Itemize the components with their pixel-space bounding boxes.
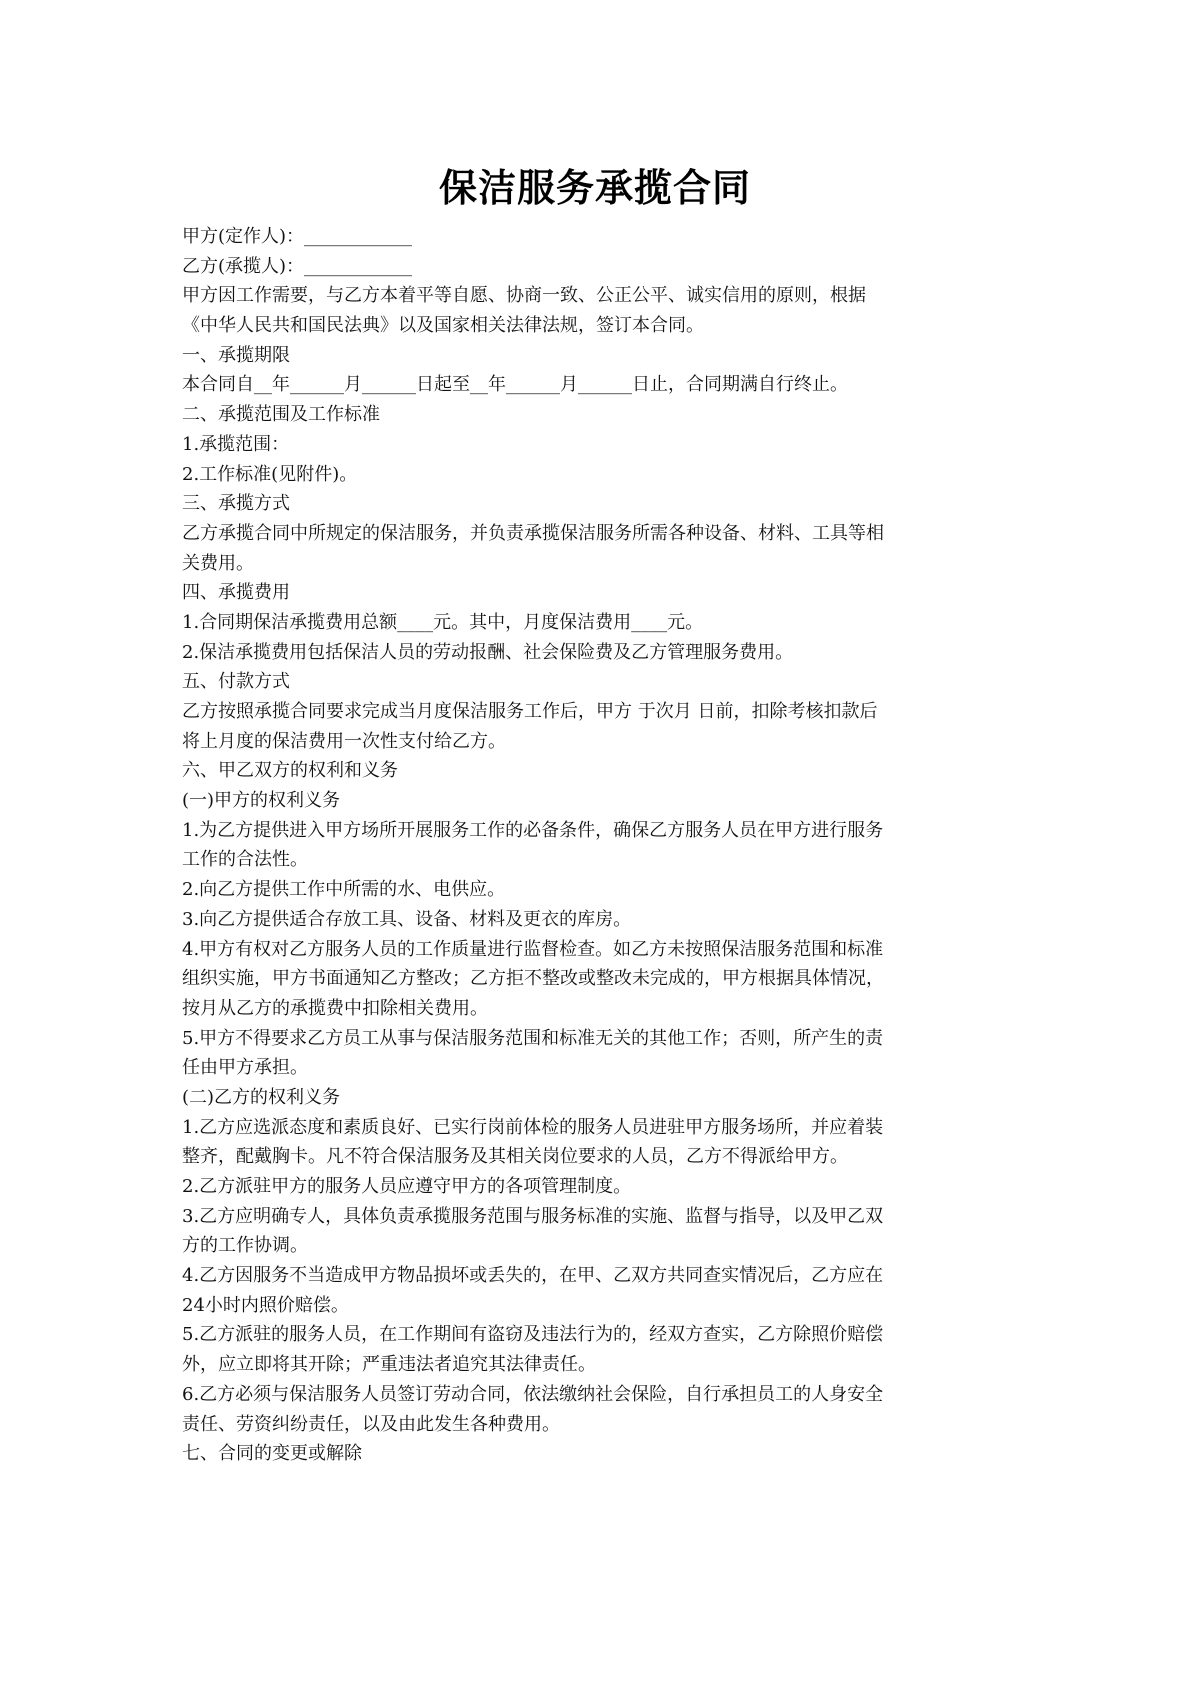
clause-line: 3.乙方应明确专人，具体负责承揽服务范围与服务标准的实施、监督与指导，以及甲乙双 <box>182 1205 884 1227</box>
clause-line: 1.合同期保洁承揽费用总额____元。其中，月度保洁费用____元。 <box>182 611 704 633</box>
clause-line: 工作的合法性。 <box>182 849 308 871</box>
clause-line: 责任、劳资纠纷责任，以及由此发生各种费用。 <box>182 1413 560 1435</box>
preamble-line: 甲方因工作需要，与乙方本着平等自愿、协商一致、公正公平、诚实信用的原则，根据 <box>182 285 866 307</box>
clause-line: 1.承揽范围： <box>182 433 290 455</box>
clause-line: 任由甲方承担。 <box>182 1057 308 1079</box>
subsection-heading: (二)乙方的权利义务 <box>182 1086 341 1108</box>
clause-line: 4.甲方有权对乙方服务人员的工作质量进行监督检查。如乙方未按照保洁服务范围和标准 <box>182 938 884 960</box>
clause-line: 组织实施，甲方书面通知乙方整改；乙方拒不整改或整改未完成的，甲方根据具体情况， <box>182 968 884 990</box>
clause-line: 外，应立即将其开除；严重违法者追究其法律责任。 <box>182 1354 596 1376</box>
party-b-line <box>182 252 1012 282</box>
clause-line: 将上月度的保洁费用一次性支付给乙方。 <box>182 730 506 752</box>
clause-line: 1.乙方应选派态度和素质良好、已实行岗前体检的服务人员进驻甲方服务场所，并应着装 <box>182 1116 884 1138</box>
section-heading: 一、承揽期限 <box>182 344 290 366</box>
clause-line: 3.向乙方提供适合存放工具、设备、材料及更衣的库房。 <box>182 908 632 930</box>
clause-line: 按月从乙方的承揽费中扣除相关费用。 <box>182 997 488 1019</box>
clause-line: 5.乙方派驻的服务人员，在工作期间有盗窃及违法行为的，经双方查实，乙方除照价赔偿 <box>182 1324 884 1346</box>
clause-line: 乙方按照承揽合同要求完成当月度保洁服务工作后，甲方 于次月 日前，扣除考核扣款后 <box>182 701 878 722</box>
party-a-line <box>182 222 1012 252</box>
section-heading: 四、承揽费用 <box>182 582 290 604</box>
clause-line: 关费用。 <box>182 552 254 574</box>
clause-line: 4.乙方因服务不当造成甲方物品损坏或丢失的，在甲、乙双方共同查实情况后，乙方应在 <box>182 1265 884 1287</box>
party-a-blank: ____________ <box>304 226 413 247</box>
party-b-blank: ____________ <box>304 255 413 277</box>
subsection-heading: (一)甲方的权利义务 <box>182 790 341 812</box>
clause-line: 5.甲方不得要求乙方员工从事与保洁服务范围和标准无关的其他工作；否则，所产生的责 <box>182 1027 884 1049</box>
clause-line: 2.保洁承揽费用包括保洁人员的劳动报酬、社会保险费及乙方管理服务费用。 <box>182 641 794 663</box>
section-heading: 五、付款方式 <box>182 671 290 693</box>
clause-line: 6.乙方必须与保洁服务人员签订劳动合同，依法缴纳社会保险，自行承担员工的人身安全 <box>182 1383 884 1405</box>
party-b-label: 乙方(承揽人)： <box>182 255 305 277</box>
section-heading: 三、承揽方式 <box>182 493 290 515</box>
preamble-line: 《中华人民共和国民法典》以及国家相关法律法规，签订本合同。 <box>182 315 704 337</box>
clause-line: 1.为乙方提供进入甲方场所开展服务工作的必备条件，确保乙方服务人员在甲方进行服务 <box>182 819 884 841</box>
clause-line: 2.工作标准(见附件)。 <box>182 463 358 485</box>
clause-line: 本合同自__年______月______日起至__年______月______日止，合同期满自行终止。 <box>182 374 848 396</box>
section-heading: 七、合同的变更或解除 <box>182 1443 362 1465</box>
document-title: 保洁服务承揽合同 <box>438 165 751 210</box>
section-heading: 六、甲乙双方的权利和义务 <box>182 760 398 782</box>
clause-line: 乙方承揽合同中所规定的保洁服务，并负责承揽保洁服务所需各种设备、材料、工具等相 <box>182 522 884 544</box>
document-body <box>182 222 1012 1469</box>
clause-line: 2.乙方派驻甲方的服务人员应遵守甲方的各项管理制度。 <box>182 1176 632 1197</box>
clause-line: 2.向乙方提供工作中所需的水、电供应。 <box>182 879 506 901</box>
section-heading: 二、承揽范围及工作标准 <box>182 404 380 426</box>
clause-line: 方的工作协调。 <box>182 1235 308 1257</box>
clause-line: 24小时内照价赔偿。 <box>182 1294 349 1316</box>
clause-line: 整齐，配戴胸卡。凡不符合保洁服务及其相关岗位要求的人员，乙方不得派给甲方。 <box>182 1146 848 1168</box>
party-a-label: 甲方(定作人)： <box>182 226 305 247</box>
